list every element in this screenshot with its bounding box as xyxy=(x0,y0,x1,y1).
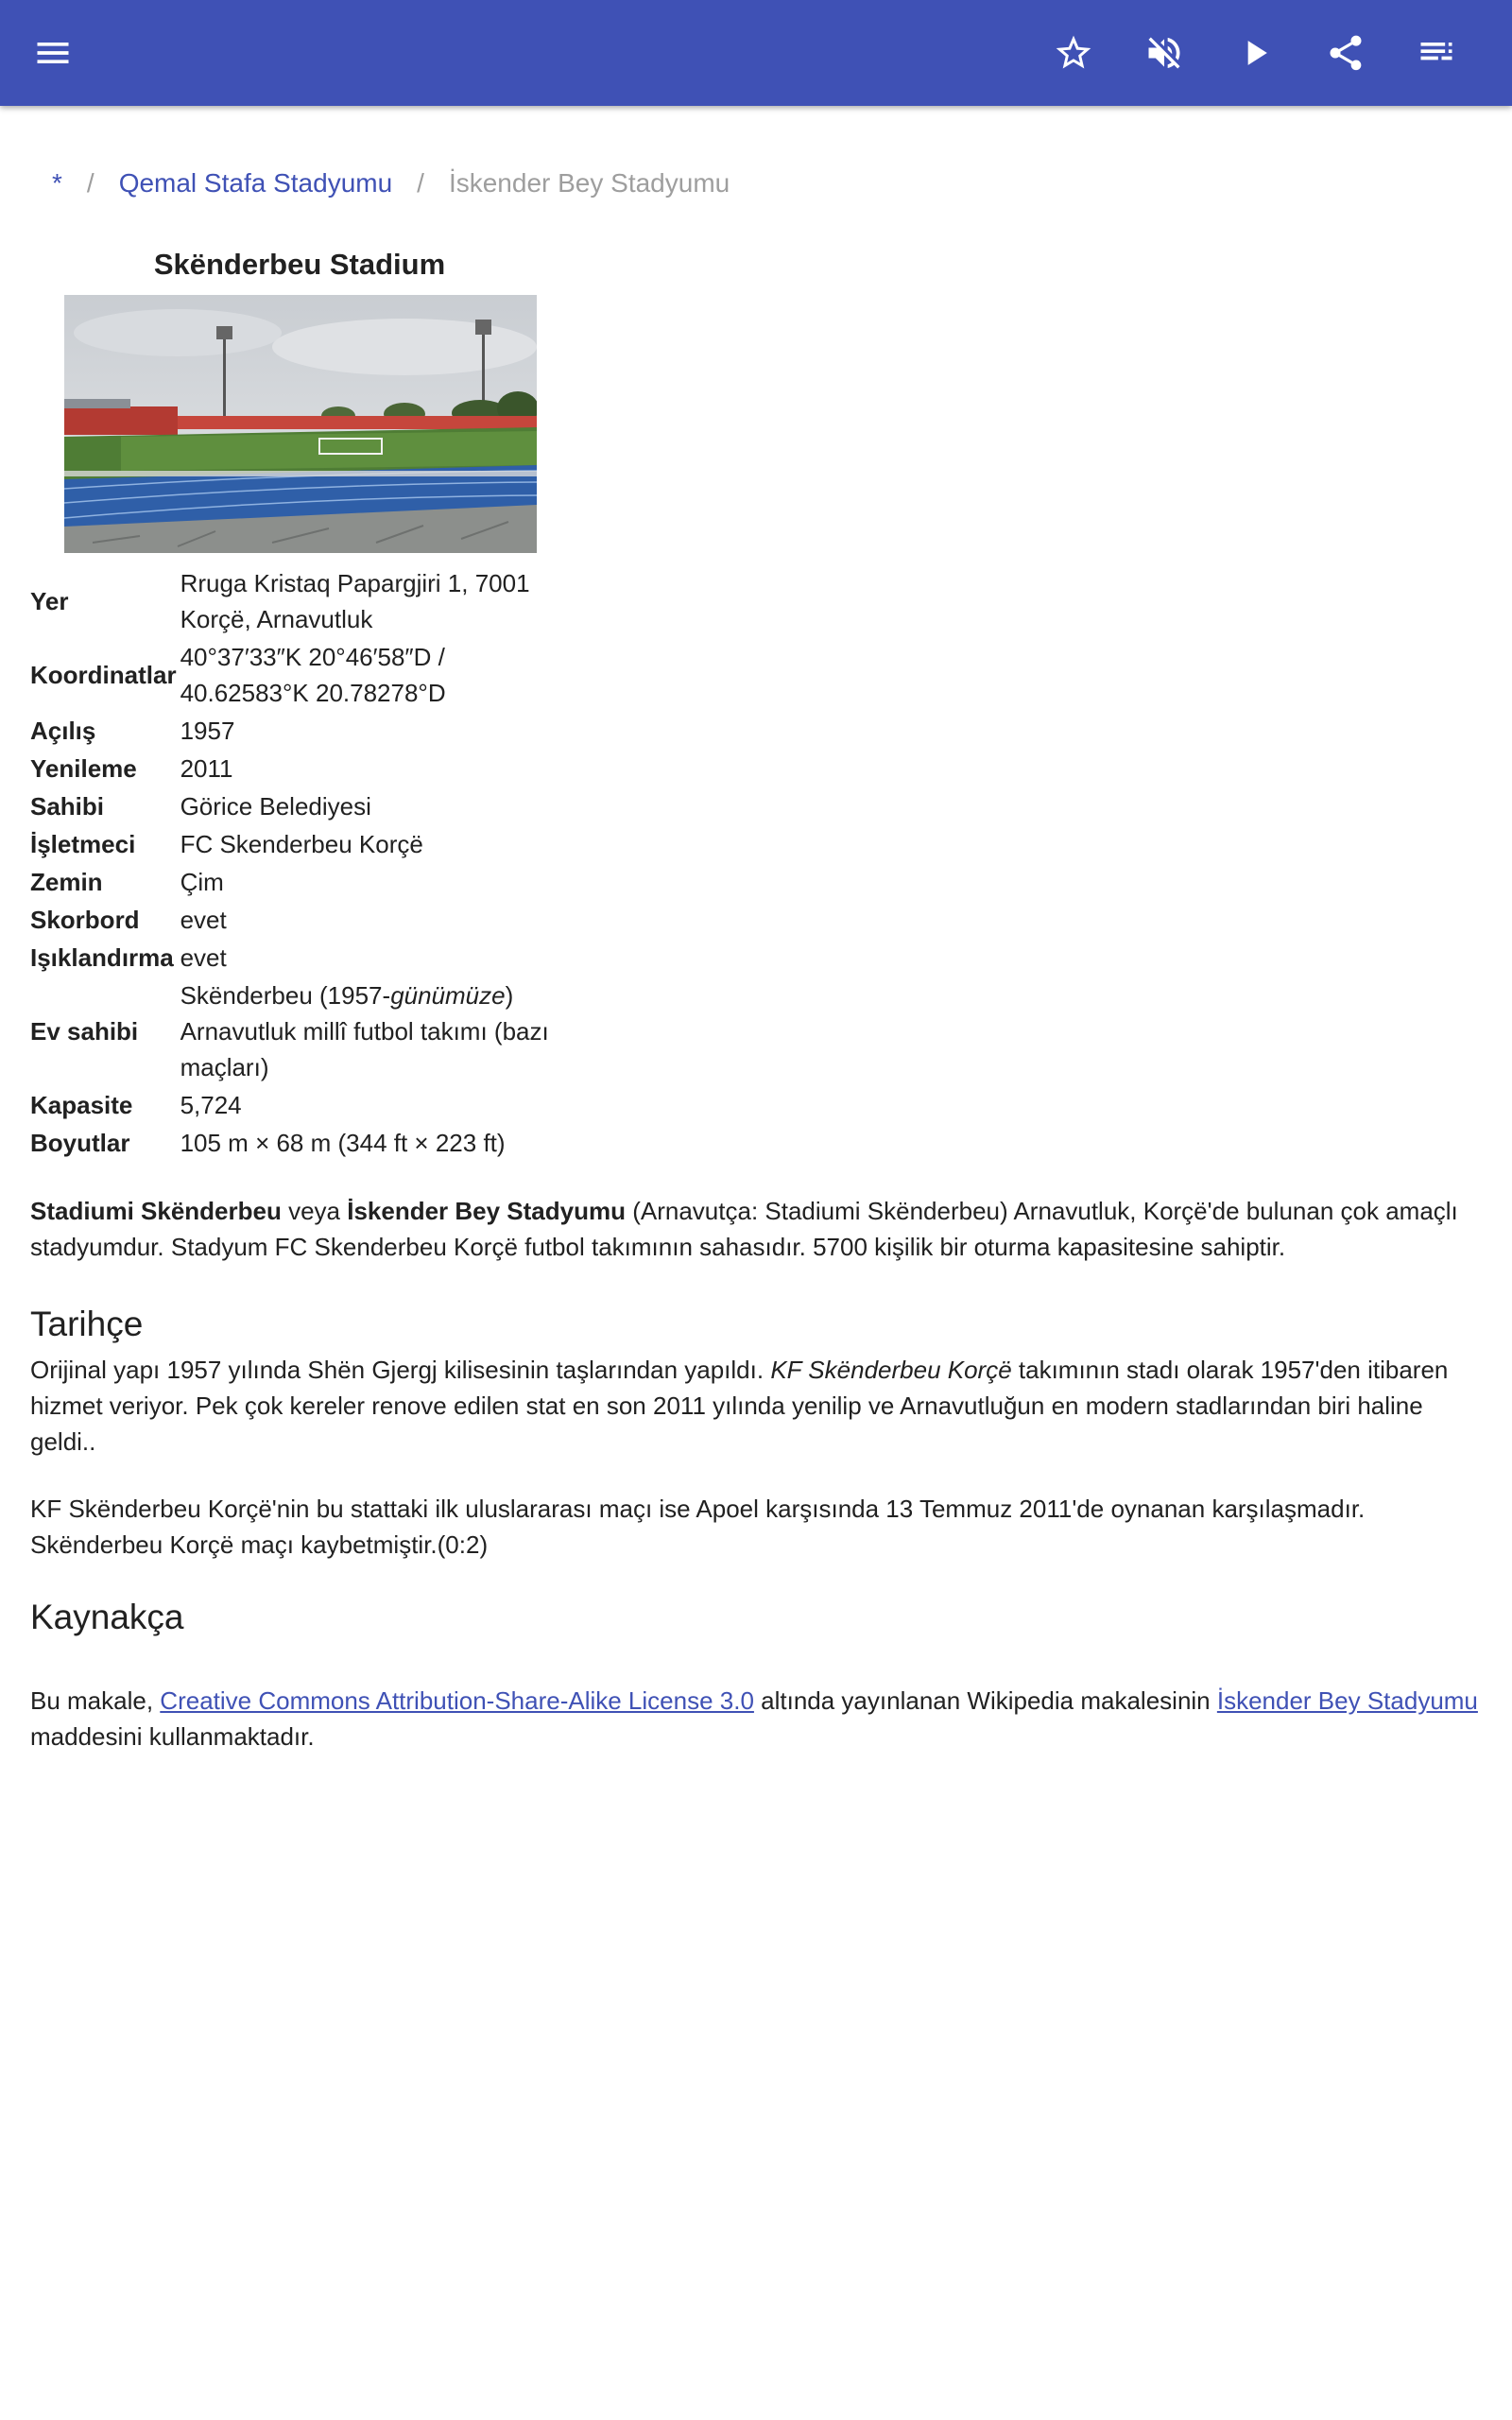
section-heading-references: Kaynakça xyxy=(30,1598,184,1636)
infobox-label: İşletmeci xyxy=(30,830,136,858)
breadcrumb-home-link[interactable]: * xyxy=(52,168,62,198)
infobox-row xyxy=(30,1124,569,1162)
infobox-value-italic: günümüze xyxy=(390,981,506,1010)
lead-bold-alt-name: İskender Bey Stadyumu xyxy=(347,1197,626,1225)
breadcrumb-parent-link[interactable]: Qemal Stafa Stadyumu xyxy=(118,168,393,198)
play-icon[interactable] xyxy=(1227,25,1283,81)
infobox-value: evet xyxy=(180,943,227,972)
stadium-photo[interactable] xyxy=(64,295,537,553)
infobox-value-part: ) xyxy=(505,981,514,1010)
infobox-label: Sahibi xyxy=(30,792,105,821)
infobox-row xyxy=(30,638,569,712)
volume-off-icon[interactable] xyxy=(1136,25,1193,81)
infobox-row xyxy=(30,787,569,825)
history-paragraph-1 xyxy=(30,1352,1486,1460)
infobox-label: Ev sahibi xyxy=(30,1017,139,1046)
infobox-label: Işıklandırma xyxy=(30,943,174,972)
infobox-value: Görice Belediyesi xyxy=(180,792,371,821)
infobox-value: 2011 xyxy=(180,754,233,783)
infobox-value: Çim xyxy=(180,868,224,896)
section-heading-history: Tarihçe xyxy=(30,1305,144,1343)
infobox-row xyxy=(30,564,569,638)
references-text: Bu makale, xyxy=(30,1686,161,1715)
breadcrumb-separator: / xyxy=(417,168,424,198)
references-text: maddesini kullanmaktadır. xyxy=(30,1722,315,1751)
infobox-value: 40°37′33″K 20°46′58″D / 40.62583°K 20.78278°D xyxy=(180,643,446,707)
infobox-label: Kapasite xyxy=(30,1091,133,1119)
history-paragraph-2: KF Skënderbeu Korçë'nin bu stattaki ilk uluslararası maçı ise Apoel karşısında 13 Temmuz 2011'de oynanan karşılaşmadır. Skënderbeu Korçë maçı kaybetmiştir.(0:2) xyxy=(30,1495,1366,1559)
breadcrumb-separator: / xyxy=(86,168,94,198)
infobox-value-part: Skënderbeu (1957- xyxy=(180,981,391,1010)
menu-icon[interactable] xyxy=(25,25,81,81)
infobox-row xyxy=(30,1086,569,1124)
infobox-value: Rruga Kristaq Papargjiri 1, 7001 Korçë, Arnavutluk xyxy=(180,569,530,633)
source-article-link[interactable]: İskender Bey Stadyumu xyxy=(1216,1686,1478,1715)
infobox-row xyxy=(30,825,569,863)
share-icon[interactable] xyxy=(1317,25,1374,81)
history-italic: KF Skënderbeu Korçë xyxy=(770,1356,1012,1384)
infobox-value: evet xyxy=(180,906,227,934)
infobox-row xyxy=(30,901,569,939)
breadcrumb-current: İskender Bey Stadyumu xyxy=(448,168,730,198)
infobox-value: 105 m × 68 m (344 ft × 223 ft) xyxy=(180,1129,506,1157)
infobox-value: FC Skenderbeu Korçë xyxy=(180,830,423,858)
infobox-row xyxy=(30,939,569,977)
references-paragraph xyxy=(30,1683,1486,1754)
infobox-value xyxy=(180,977,569,1086)
breadcrumb xyxy=(52,168,730,199)
infobox-row xyxy=(30,863,569,901)
infobox-label: Skorbord xyxy=(30,906,140,934)
star-outline-icon[interactable] xyxy=(1045,25,1102,81)
playlist-icon[interactable] xyxy=(1408,25,1465,81)
infobox-label: Açılış xyxy=(30,717,96,745)
license-link[interactable]: Creative Commons Attribution-Share-Alike License 3.0 xyxy=(160,1686,754,1715)
history-text: takımının stadı olarak 1957'den itibaren hizmet veriyor. Pek çok kereler renove edilen stat en son 2011 yılında yenilip ve Arnavutluğun en modern stadlarından biri haline geldi.. xyxy=(30,1356,1449,1456)
infobox-table xyxy=(30,564,569,1162)
lead-bold-name: Stadiumi Skënderbeu xyxy=(30,1197,282,1225)
app-bar xyxy=(0,0,1512,106)
infobox-value-part: Arnavutluk millî futbol takımı (bazı maçları) xyxy=(180,1017,549,1081)
infobox-label: Yer xyxy=(30,587,69,615)
history-text: Orijinal yapı 1957 yılında Shën Gjergj kilisesinin taşlarından yapıldı. xyxy=(30,1356,771,1384)
infobox-value: 1957 xyxy=(180,717,235,745)
infobox-label: Yenileme xyxy=(30,754,137,783)
lead-text: veya xyxy=(281,1197,348,1225)
infobox-label: Zemin xyxy=(30,868,103,896)
lead-paragraph xyxy=(30,1193,1486,1265)
infobox-row xyxy=(30,712,569,750)
infobox-value: 5,724 xyxy=(180,1091,242,1119)
references-text: altında yayınlanan Wikipedia makalesinin xyxy=(753,1686,1217,1715)
lead-text: (Arnavutça: Stadiumi Skënderbeu) Arnavutluk, Korçë'de bulunan çok amaçlı stadyumdur. Stadyum FC Skenderbeu Korçë futbol takımının sahasıdır. 5700 kişilik bir oturma kapasitesine sahiptir. xyxy=(30,1197,1458,1261)
infobox-label: Koordinatlar xyxy=(30,661,177,689)
infobox-row xyxy=(30,750,569,787)
infobox xyxy=(30,248,569,1162)
infobox-label: Boyutlar xyxy=(30,1129,130,1157)
infobox-title: Skënderbeu Stadium xyxy=(153,248,446,281)
infobox-row xyxy=(30,977,569,1086)
